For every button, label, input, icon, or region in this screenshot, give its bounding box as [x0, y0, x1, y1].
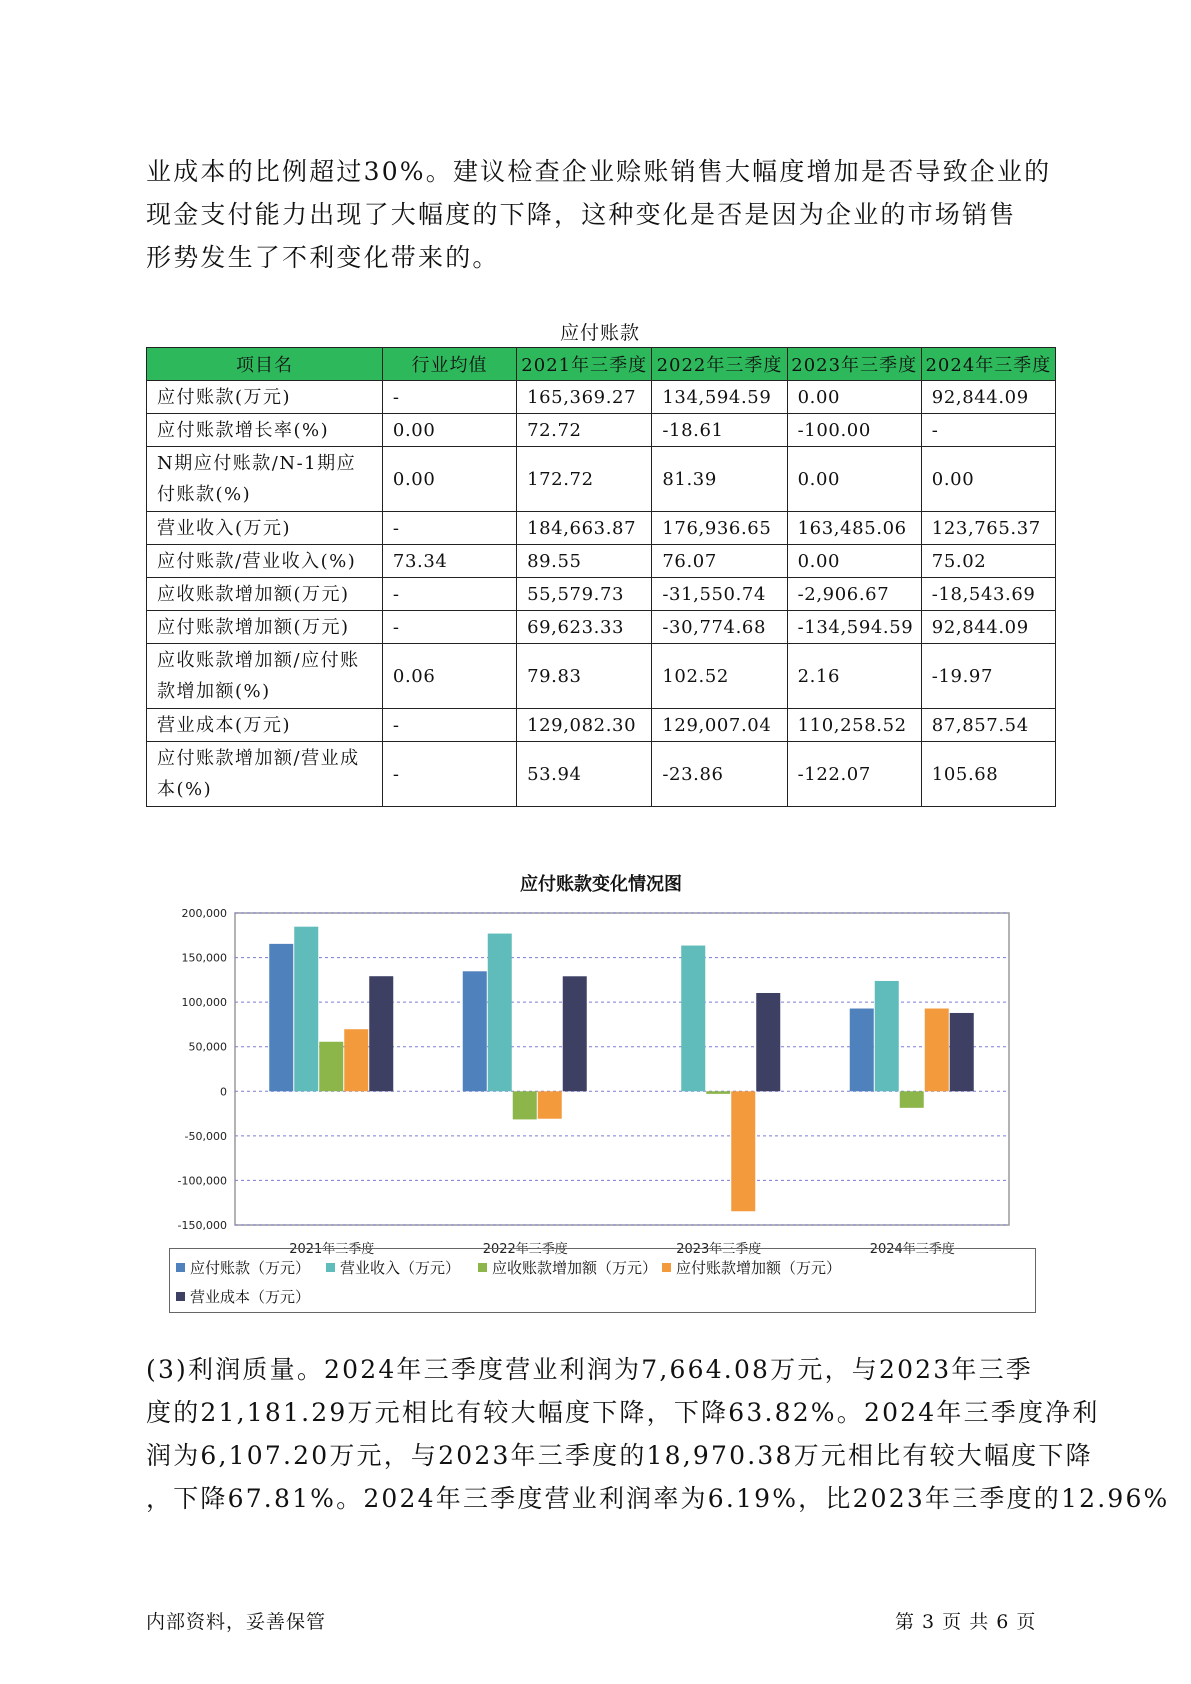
- cell: 0.00: [787, 447, 921, 512]
- row-label: 营业成本(万元): [147, 709, 383, 742]
- profit-line: ，下降67.81%。2024年三季度营业利润率为6.19%，比2023年三季度的12.96%: [146, 1484, 1170, 1513]
- cell: -: [382, 611, 516, 644]
- cell: -100.00: [787, 414, 921, 447]
- legend-swatch: [662, 1263, 671, 1272]
- cell: 89.55: [517, 545, 652, 578]
- x-tick-label: 2024年三季度: [869, 1242, 955, 1257]
- cell: 129,082.30: [517, 709, 652, 742]
- bar: [950, 1013, 974, 1091]
- legend-item: [478, 1257, 657, 1278]
- legend-swatch: [176, 1292, 185, 1301]
- legend-item: [176, 1257, 310, 1278]
- cell: 0.00: [921, 447, 1055, 512]
- row-label: 应收账款增加额/应付账款增加额(%): [147, 644, 383, 709]
- cell: 81.39: [652, 447, 787, 512]
- cell: -: [382, 512, 516, 545]
- footer-confidential-note: 内部资料，妥善保管: [146, 1611, 327, 1633]
- row-label: 营业收入(万元): [147, 512, 383, 545]
- cell: -122.07: [787, 742, 921, 807]
- cell: 176,936.65: [652, 512, 787, 545]
- profit-line: (3)利润质量。2024年三季度营业利润为7,664.08万元，与2023年三季: [146, 1355, 1033, 1384]
- cell: 129,007.04: [652, 709, 787, 742]
- y-tick-label: 200,000: [181, 907, 227, 920]
- y-tick-label: -150,000: [177, 1219, 227, 1232]
- cell: 163,485.06: [787, 512, 921, 545]
- table-row: [147, 512, 1056, 545]
- bar: [900, 1091, 924, 1108]
- row-label: 应付账款(万元): [147, 381, 383, 414]
- bar: [563, 976, 587, 1091]
- table-row: [147, 578, 1056, 611]
- table-row: [147, 611, 1056, 644]
- table-row: [147, 644, 1056, 709]
- intro-paragraph: [146, 150, 1054, 279]
- footer-page-number: 第 3 页 共 6 页: [895, 1611, 1037, 1633]
- intro-line: 业成本的比例超过30%。建议检查企业赊账销售大幅度增加是否导致企业的: [146, 157, 1052, 186]
- bar: [538, 1091, 562, 1118]
- cell: 102.52: [652, 644, 787, 709]
- cell: -: [382, 709, 516, 742]
- cell: 165,369.27: [517, 381, 652, 414]
- row-label: 应付账款/营业收入(%): [147, 545, 383, 578]
- y-tick-label: 50,000: [188, 1040, 227, 1054]
- y-tick-label: -50,000: [184, 1129, 227, 1143]
- y-tick-label: -100,000: [177, 1174, 227, 1188]
- profit-quality-paragraph: [146, 1348, 1170, 1520]
- cell: 172.72: [517, 447, 652, 512]
- cell: 92,844.09: [921, 611, 1055, 644]
- bar: [369, 976, 393, 1091]
- legend-label: 应付账款增加额（万元）: [676, 1259, 842, 1277]
- row-label: N期应付账款/N-1期应付账款(%): [147, 447, 383, 512]
- cell: 72.72: [517, 414, 652, 447]
- table-row: [147, 742, 1056, 807]
- header-industry-average: 行业均值: [382, 348, 516, 381]
- header-2024-q3: 2024年三季度: [921, 348, 1055, 381]
- x-tick-label: 2022年三季度: [482, 1242, 568, 1257]
- cell: 79.83: [517, 644, 652, 709]
- table-row: [147, 447, 1056, 512]
- row-label: 应付账款增加额/营业成本(%): [147, 742, 383, 807]
- cell: 87,857.54: [921, 709, 1055, 742]
- x-tick-label: 2021年三季度: [289, 1242, 375, 1257]
- cell: 76.07: [652, 545, 787, 578]
- cell: -18.61: [652, 414, 787, 447]
- y-tick-label: 0: [220, 1085, 227, 1099]
- bar: [756, 993, 780, 1091]
- table-row: [147, 381, 1056, 414]
- cell: 0.06: [382, 644, 516, 709]
- y-tick-label: 100,000: [181, 996, 227, 1010]
- header-2022-q3: 2022年三季度: [652, 348, 787, 381]
- legend-label: 营业收入（万元）: [340, 1259, 461, 1277]
- header-item-name: 项目名: [147, 348, 383, 381]
- bar: [319, 1042, 343, 1092]
- cell: 55,579.73: [517, 578, 652, 611]
- table-row: [147, 545, 1056, 578]
- cell: -: [921, 414, 1055, 447]
- cell: 53.94: [517, 742, 652, 807]
- cell: -31,550.74: [652, 578, 787, 611]
- table-row: [147, 709, 1056, 742]
- bar: [706, 1091, 730, 1094]
- cell: 123,765.37: [921, 512, 1055, 545]
- cell: -: [382, 381, 516, 414]
- header-2021-q3: 2021年三季度: [517, 348, 652, 381]
- cell: 0.00: [382, 414, 516, 447]
- cell: -18,543.69: [921, 578, 1055, 611]
- cell: 110,258.52: [787, 709, 921, 742]
- row-label: 应付账款增长率(%): [147, 414, 383, 447]
- payables-bar-chart: [146, 900, 1056, 1257]
- legend-swatch: [478, 1263, 487, 1272]
- bar: [731, 1091, 755, 1211]
- cell: -23.86: [652, 742, 787, 807]
- cell: 69,623.33: [517, 611, 652, 644]
- row-label: 应付账款增加额(万元): [147, 611, 383, 644]
- cell: -30,774.68: [652, 611, 787, 644]
- legend-label: 应付账款（万元）: [190, 1259, 311, 1277]
- cell: -19.97: [921, 644, 1055, 709]
- bar: [294, 927, 318, 1092]
- profit-line: 度的21,181.29万元相比有较大幅度下降，下降63.82%。2024年三季度净利: [146, 1398, 1100, 1427]
- table-caption: 应付账款: [559, 322, 640, 344]
- accounts-payable-table: [146, 347, 1056, 807]
- bar: [925, 1009, 949, 1092]
- cell: 0.00: [787, 381, 921, 414]
- cell: 134,594.59: [652, 381, 787, 414]
- legend-item: [662, 1257, 841, 1278]
- bar: [681, 946, 705, 1092]
- cell: 0.00: [787, 545, 921, 578]
- cell: 184,663.87: [517, 512, 652, 545]
- y-tick-label: 150,000: [181, 951, 227, 965]
- table-row: [147, 414, 1056, 447]
- legend-swatch: [176, 1263, 185, 1272]
- cell: 75.02: [921, 545, 1055, 578]
- bar: [269, 944, 293, 1091]
- table-header-row: [147, 348, 1056, 381]
- cell: -134,594.59: [787, 611, 921, 644]
- cell: 92,844.09: [921, 381, 1055, 414]
- cell: -: [382, 742, 516, 807]
- chart-title: 应付账款变化情况图: [520, 874, 682, 895]
- bar: [463, 971, 487, 1091]
- bar: [513, 1091, 537, 1119]
- bar: [344, 1029, 368, 1091]
- intro-line: 现金支付能力出现了大幅度的下降，这种变化是否是因为企业的市场销售: [146, 200, 1017, 229]
- legend-label: 应收账款增加额（万元）: [492, 1259, 658, 1277]
- legend-item: [176, 1286, 310, 1307]
- cell: 73.34: [382, 545, 516, 578]
- bar: [488, 934, 512, 1092]
- cell: -: [382, 578, 516, 611]
- header-2023-q3: 2023年三季度: [787, 348, 921, 381]
- legend-item: [326, 1257, 460, 1278]
- cell: 105.68: [921, 742, 1055, 807]
- profit-line: 润为6,107.20万元，与2023年三季度的18,970.38万元相比有较大幅度下降: [146, 1441, 1093, 1470]
- chart-legend: [169, 1248, 1036, 1313]
- legend-swatch: [326, 1263, 335, 1272]
- cell: 0.00: [382, 447, 516, 512]
- intro-line: 形势发生了不利变化带来的。: [146, 243, 500, 272]
- legend-label: 营业成本（万元）: [190, 1288, 311, 1306]
- bar: [850, 1009, 874, 1092]
- bar: [875, 981, 899, 1091]
- cell: -2,906.67: [787, 578, 921, 611]
- x-tick-label: 2023年三季度: [676, 1242, 762, 1257]
- cell: 2.16: [787, 644, 921, 709]
- row-label: 应收账款增加额(万元): [147, 578, 383, 611]
